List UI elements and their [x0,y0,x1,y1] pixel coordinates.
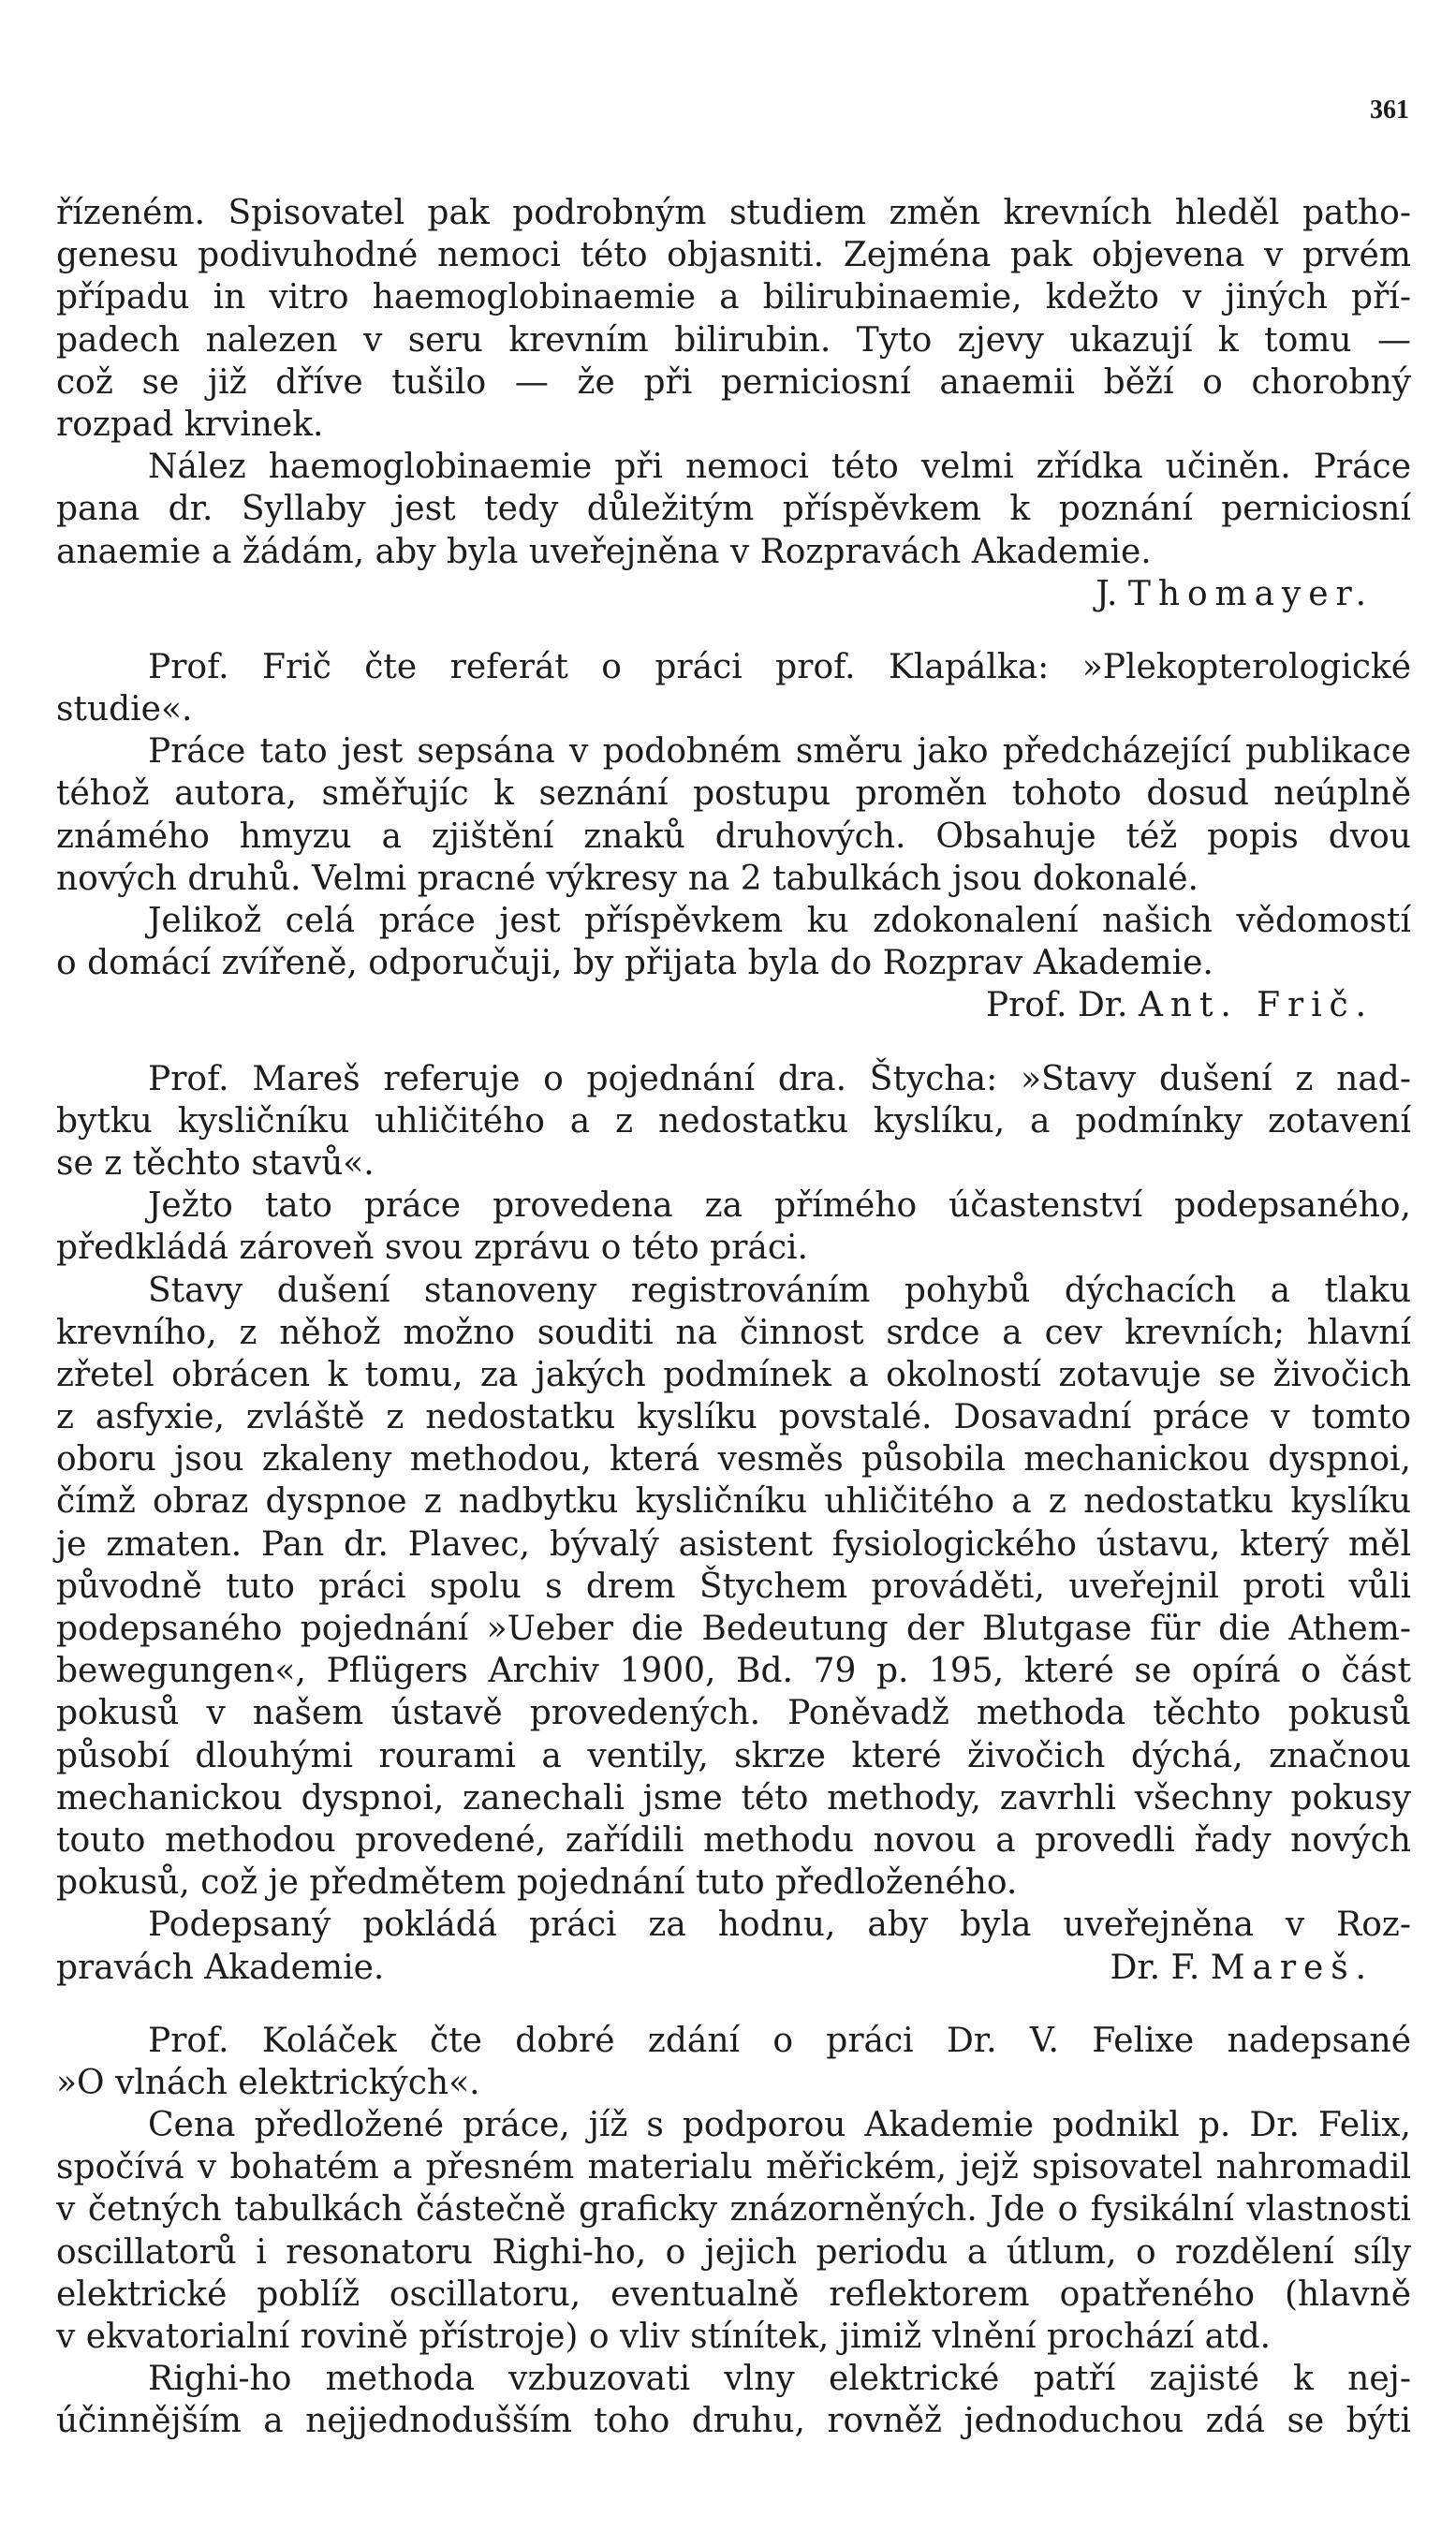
text-line: téhož autora, směřujíc k seznání postupu proměn tohoto dosud neúplně [56,774,1411,814]
text-line: oboru jsou zkaleny methodou, která vesměs působila mechanickou dyspnoi, [56,1440,1411,1479]
text-line: bytku kysličníku uhličitého a z nedostatku kyslíku, a podmínky zotavení [56,1101,1411,1141]
text-line: z asfyxie, zvláště z nedostatku kyslíku povstalé. Dosavadní práce v tomto [56,1398,1411,1437]
text-line: o domácí zvířeně, odporučuji, by přijata byla do Rozprav Akademie. [56,944,1213,983]
paragraph [56,2104,1411,2358]
text-line: genesu podivuhodné nemoci této objasniti. Zejména pak objevena v prvém [56,236,1411,275]
text-line: padech nalezen v seru krevním bilirubin. Tyto zjevy ukazují k tomu — [56,320,1411,360]
text-line: Stavy dušení stanoveny registrováním pohybů dýchacích a tlaku [148,1271,1411,1310]
signature-mares [1110,1947,1374,1989]
paragraph [56,446,1411,573]
paragraph [56,2020,1411,2104]
paragraph [56,646,1411,730]
text-line: Cena předložené práce, jíž s podporou Akademie podnikl p. Dr. Felix, [148,2106,1411,2145]
text-line: Righi-ho methoda vzbuzovati vlny elektrické patří zajisté k nej- [148,2360,1411,2399]
signature-name: Thomayer. [1127,574,1374,613]
signature-fric [56,984,1411,1026]
text-line: známého hmyzu a zjištění znaků druhových. Obsahuje též popis dvou [56,817,1411,856]
text-line: pokusů v našem ústavě provedených. Poněvadž methoda těchto pokusů [56,1694,1411,1733]
text-line: původně tuto práci spolu s drem Štychem prováděti, uveřejnil proti vůli [56,1567,1411,1606]
text-line: v četných tabulkách částečně graficky znázorněných. Jde o fysikální vlastnosti [56,2190,1411,2230]
text-line: Nález haemoglobinaemie při nemoci této velmi zřídka učiněn. Práce [148,448,1411,487]
paragraph [56,192,1411,446]
text-line: působí dlouhými rourami a ventily, skrze které živočich dýchá, značnou [56,1736,1411,1775]
paragraph [56,2358,1411,2442]
signature-name: Mareš. [1210,1948,1374,1987]
text-line: Prof. Koláček čte dobré zdání o práci Dr. V. Felixe nadepsané [148,2021,1411,2060]
text-line: Prof. Frič čte referát o práci prof. Klapálka: »Plekopterologické [148,647,1411,686]
text-line: Jelikož celá práce jest příspěvkem ku zdokonalení našich vědomostí [148,902,1411,940]
text-line: Ježto tato práce provedena za přímého účastenství podepsaného, [148,1186,1411,1226]
text-line: případu in vitro haemoglobinaemie a bilirubinaemie, kdežto v jiných pří- [56,278,1411,317]
text-line: pravách Akademie. [56,1948,385,1987]
signature-name: Ant. Frič. [1138,986,1374,1025]
text-line: Prof. Mareš referuje o pojednání dra. Štycha: »Stavy dušení z nad- [148,1059,1411,1098]
text-line: rozpad krvinek. [56,405,324,444]
text-line: mechanickou dyspnoi, zanechali jsme této methody, zavrhli všechny pokusy [56,1778,1411,1818]
text-line: pokusů, což je předmětem pojednání tuto předloženého. [56,1863,1018,1903]
text-line: krevního, z něhož možno souditi na činnost srdce a cev krevních; hlavní [56,1313,1411,1352]
signature-thomayer [56,573,1411,615]
text-line: Práce tato jest sepsána v podobném směru jako předcházející publikace [148,732,1411,772]
text-line: studie«. [56,690,193,729]
text-line: čímž obraz dyspnoe z nadbytku kysličníku uhličitého a z nedostatku kyslíku [56,1482,1411,1522]
text-line: což se již dříve tušilo — že při perniciosní anaemii běží o chorobný [56,362,1411,402]
text-line: v ekvatorialní rovině přístroje) o vliv stínítek, jimiž vlnění prochází atd. [56,2318,1272,2356]
signature-prefix: Prof. Dr. [985,986,1139,1025]
text-line: řízeném. Spisovatel pak podrobným studiem změn krevních hleděl patho- [56,194,1411,232]
document-body [56,192,1411,2443]
text-line: touto methodou provedené, zařídili methodu novou a provedli řady nových [56,1820,1411,1860]
paragraph [56,1904,1411,1988]
text-line: zřetel obrácen k tomu, za jakých podmínek a okolností zotavuje se živočich [56,1355,1411,1394]
text-line: bewegungen«, Pflügers Archiv 1900, Bd. 79 p. 195, které se opírá o část [56,1652,1411,1691]
text-line: »O vlnách elektrických«. [56,2063,480,2102]
signature-prefix: J. [1096,574,1128,613]
paragraph [56,1185,1411,1269]
text-line: oscillatorů i resonatoru Righi-ho, o jejich periodu a útlum, o rozdělení síly [56,2232,1411,2272]
paragraph [56,900,1411,984]
text-line: nových druhů. Velmi pracné výkresy na 2 tabulkách jsou dokonalé. [56,859,1199,898]
text-line: anaemie a žádám, aby byla uveřejněna v Rozpravách Akademie. [56,532,1152,571]
text-line: Podepsaný pokládá práci za hodnu, aby byla uveřejněna v Roz- [148,1906,1411,1945]
text-line: účinnějším a nejjednodušším toho druhu, rovněž jednoduchou zdá se býti [56,2402,1411,2441]
text-line: pana dr. Syllaby jest tedy důležitým příspěvkem k poznání perniciosní [56,490,1411,529]
text-line: předkládá zároveň svou zprávu o této práci. [56,1229,809,1268]
paragraph [56,1270,1411,1905]
text-line: je zmaten. Pan dr. Plavec, bývalý asistent fysiologického ústavu, který měl [56,1524,1411,1564]
paragraph [56,730,1411,900]
text-line: elektrické poblíž oscillatoru, eventualně reflektorem opatřeného (hlavně [56,2274,1411,2314]
text-line: spočívá v bohatém a přesném materialu měřickém, jejž spisovatel nahromadil [56,2148,1411,2187]
text-line: podepsaného pojednání »Ueber die Bedeutung der Blutgase für die Athem- [56,1610,1411,1648]
text-line-with-signature [56,1947,1411,1989]
text-line: se z těchto stavů«. [56,1143,375,1183]
signature-prefix: Dr. F. [1110,1948,1211,1987]
paragraph [56,1058,1411,1185]
page-number: 361 [1370,96,1409,125]
